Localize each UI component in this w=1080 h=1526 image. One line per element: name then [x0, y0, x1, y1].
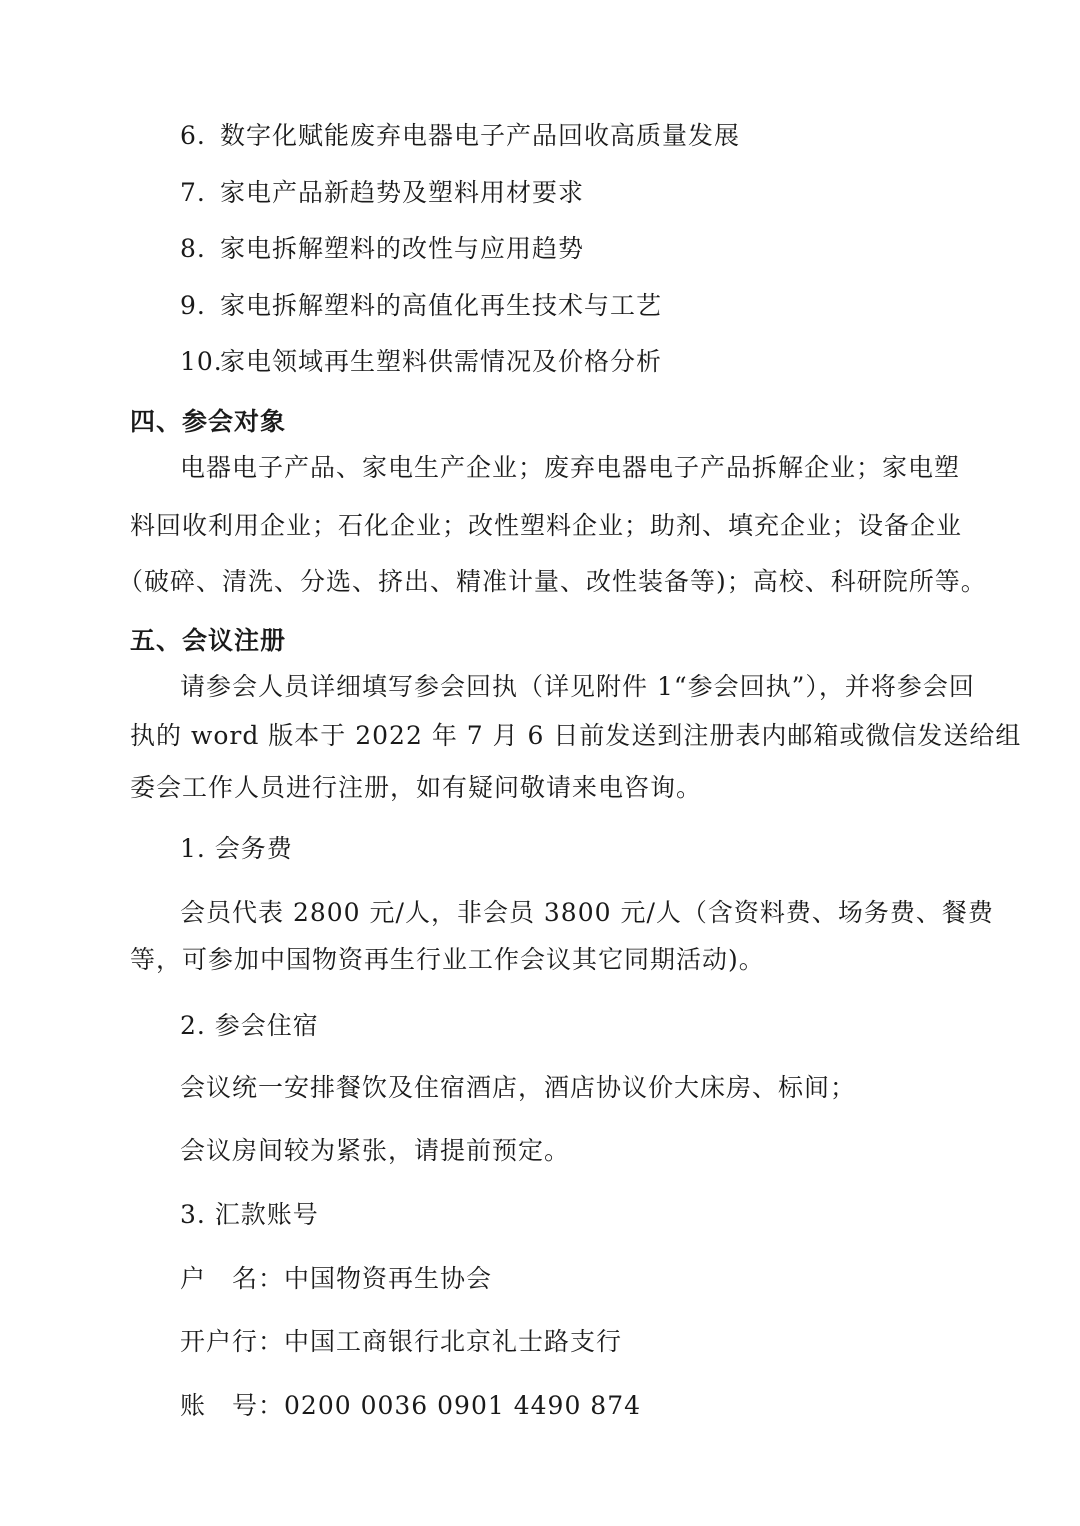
- topic-item-8: [180, 233, 584, 265]
- account-title: 3. 汇款账号: [180, 1200, 319, 1229]
- topic-number: 8.: [180, 234, 206, 263]
- section-heading-attendees: 四、参会对象: [130, 407, 287, 436]
- account-name-value: 中国物资再生协会: [284, 1264, 493, 1293]
- registration-intro-line-2: 执的 word 版本于 2022 年 7 月 6 日前发送到注册表内邮箱或微信发送给组: [130, 721, 1022, 750]
- lodging-line-1: 会议统一安排餐饮及住宿酒店，酒店协议价大床房、标间；: [180, 1073, 857, 1102]
- fee-title: 1. 会务费: [180, 834, 293, 863]
- section-heading-registration: 五、会议注册: [130, 626, 287, 655]
- account-bank-value: 中国工商银行北京礼士路支行: [284, 1327, 623, 1356]
- topic-text: 家电拆解塑料的改性与应用趋势: [220, 234, 585, 263]
- account-number-row: [180, 1390, 641, 1422]
- topic-text: 家电产品新趋势及塑料用材要求: [220, 178, 585, 207]
- topic-number: 9.: [180, 291, 206, 320]
- lodging-title: 2. 参会住宿: [180, 1011, 319, 1040]
- topic-item-6: [180, 120, 740, 152]
- account-name-label: 户 名：: [180, 1264, 285, 1293]
- topic-item-10: [180, 346, 662, 378]
- attendees-line-1: 电器电子产品、家电生产企业；废弃电器电子产品拆解企业；家电塑: [180, 453, 961, 482]
- fee-line-2: 等，可参加中国物资再生行业工作会议其它同期活动)。: [130, 945, 765, 974]
- attendees-line-3: （破碎、清洗、分选、挤出、精准计量、改性装备等)；高校、科研院所等。: [118, 567, 987, 596]
- registration-intro-line-1: 请参会人员详细填写参会回执（详见附件 1“参会回执”），并将参会回: [180, 672, 975, 701]
- attendees-line-2: 料回收利用企业；石化企业；改性塑料企业；助剂、填充企业；设备企业: [130, 511, 963, 540]
- topic-item-7: [180, 177, 584, 209]
- topic-text: 数字化赋能废弃电器电子产品回收高质量发展: [220, 121, 741, 150]
- topic-number: 10.: [180, 347, 223, 376]
- account-number-label: 账 号：: [180, 1391, 285, 1420]
- topic-item-9: [180, 290, 662, 322]
- registration-intro-line-3: 委会工作人员进行注册，如有疑问敬请来电咨询。: [130, 773, 703, 802]
- topic-number: 7.: [180, 178, 206, 207]
- fee-line-1: 会员代表 2800 元/人，非会员 3800 元/人（含资料费、场务费、餐费: [180, 898, 994, 927]
- account-bank-label: 开户行：: [180, 1327, 285, 1356]
- account-name-row: [180, 1263, 492, 1295]
- account-number-value: 0200 0036 0901 4490 874: [284, 1391, 642, 1420]
- topic-number: 6.: [180, 121, 206, 150]
- topic-text: 家电拆解塑料的高值化再生技术与工艺: [220, 291, 663, 320]
- account-bank-row: [180, 1326, 622, 1358]
- lodging-line-2: 会议房间较为紧张，请提前预定。: [180, 1136, 571, 1165]
- topic-text: 家电领域再生塑料供需情况及价格分析: [220, 347, 663, 376]
